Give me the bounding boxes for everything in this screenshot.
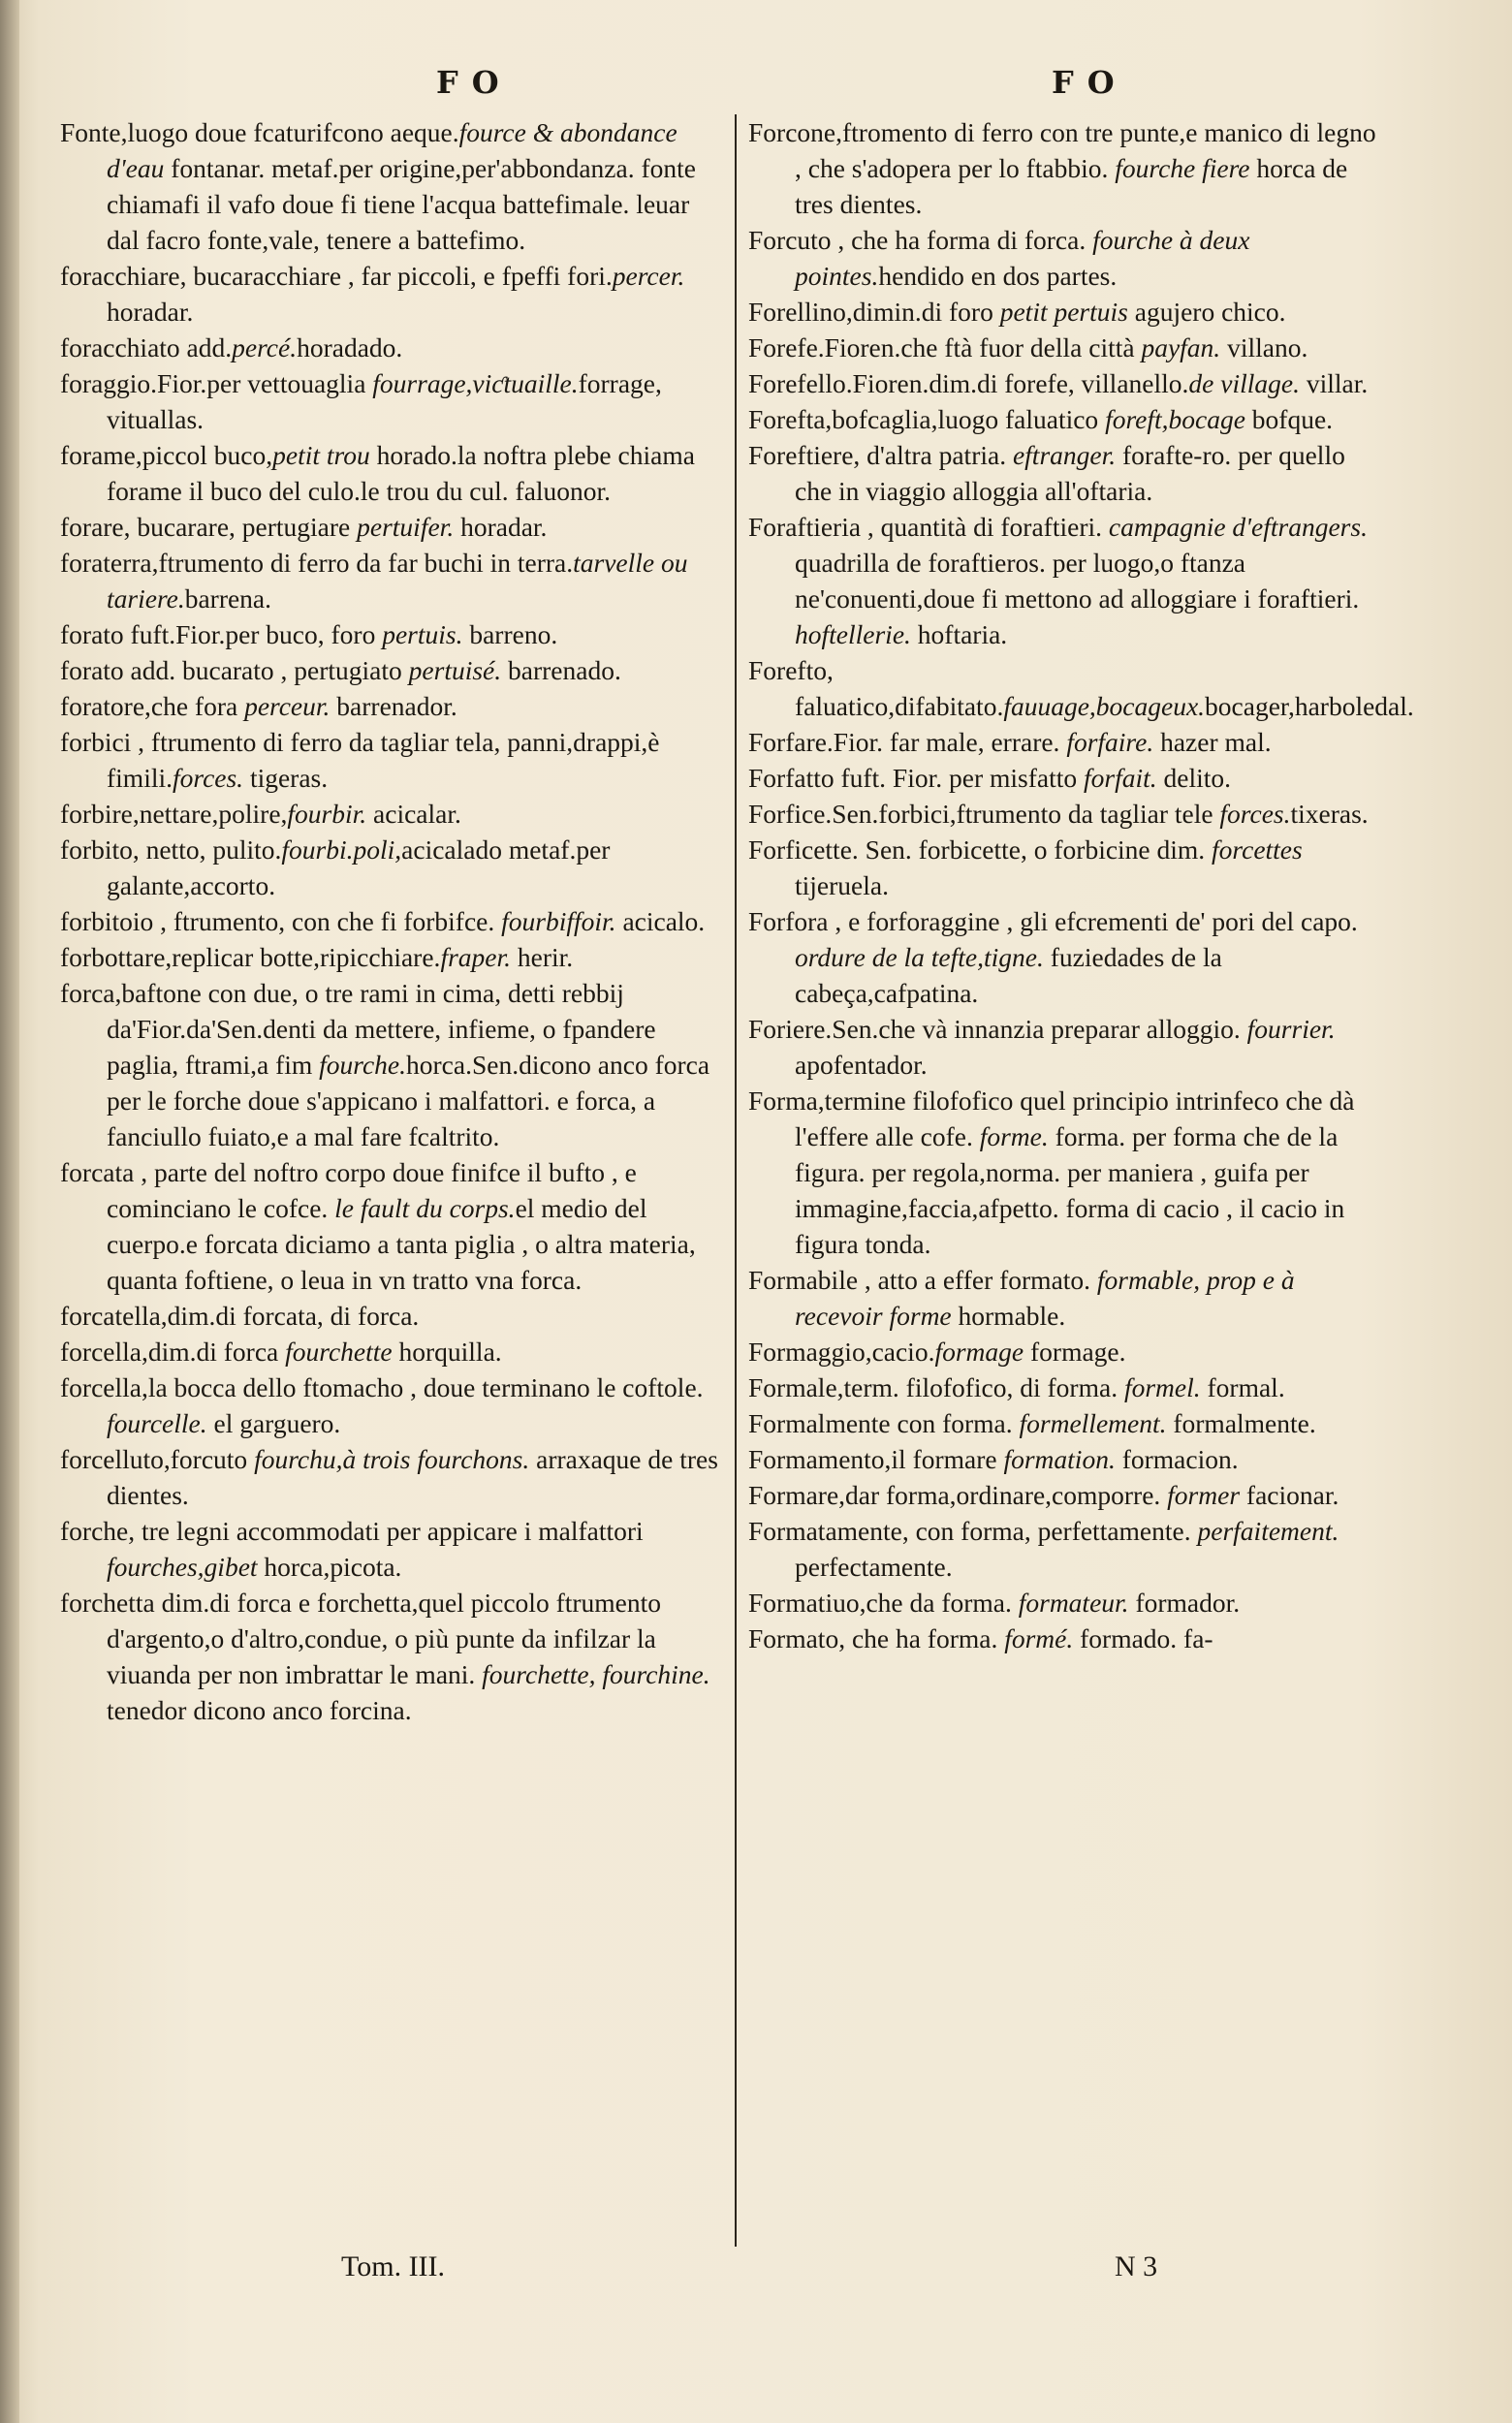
book-spine-shadow [0, 0, 19, 2423]
french-gloss: formel. [1123, 1372, 1201, 1402]
entry-text: formador. [1128, 1588, 1241, 1618]
entry-text: Forfora , e forforaggine , gli efcrementi de' pori del capo. [748, 906, 1358, 936]
entry-text: forcelluto,forcuto [60, 1444, 255, 1474]
entry-text: horado.la noftra plebe chiama forame il buco del culo.le trou du cul. faluonor. [107, 440, 695, 506]
french-gloss: de village. [1188, 368, 1300, 398]
entry-text: foracchiato add. [60, 332, 233, 362]
dictionary-entry [60, 330, 719, 365]
entry-text: barrena. [184, 583, 272, 614]
entry-text: Forefe.Fioren.che ftà fuor della città [748, 332, 1142, 362]
entry-text: tijeruela. [795, 870, 889, 900]
entry-text: forbire,nettare,polire, [60, 799, 288, 829]
entry-text: Formalmente con forma. [748, 1408, 1020, 1438]
entry-text: Forma,termine filofofico quel principio intrinfeco che dà l'effere alle cofe. [748, 1086, 1355, 1151]
french-gloss: fourbir. [287, 799, 367, 829]
entry-text: Foriere.Sen.che và innanzia preparar alloggio. [748, 1014, 1247, 1044]
dictionary-entry [60, 258, 719, 330]
dictionary-entry [60, 724, 719, 796]
entry-text: hendido en dos partes. [878, 261, 1118, 291]
french-gloss: forces. [173, 763, 244, 793]
dictionary-entry [748, 1477, 1378, 1513]
french-gloss: fourchette, fourchine. [482, 1659, 710, 1689]
entry-text: Formatiuo,che da forma. [748, 1588, 1019, 1618]
right-running-head: FO [1052, 64, 1128, 101]
dictionary-entry [748, 796, 1378, 832]
french-gloss: payfan. [1141, 332, 1221, 362]
french-gloss: tarvelle ou tariere. [107, 548, 688, 614]
dictionary-entry [60, 1513, 719, 1585]
entry-text: delito. [1156, 763, 1232, 793]
entry-text: forbottare,replicar botte,ripicchiare. [60, 942, 441, 972]
entry-text: fontanar. metaf.per origine,per'abbondanza. fonte chiamafi il vafo doue fi tiene l'acqua battefimale. leuar dal facro fonte,vale, tenere a battefimo. [107, 153, 696, 255]
entry-text: perfectamente. [795, 1552, 953, 1582]
entry-text: tixeras. [1290, 799, 1369, 829]
page-footer [0, 2250, 1512, 2293]
french-gloss: formé. [1004, 1623, 1074, 1653]
entry-text: agujero chico. [1127, 297, 1286, 327]
entry-text: forbici , ftrumento di ferro da tagliar tela, panni,drappi,è fimili. [60, 727, 660, 793]
french-gloss: pertuis. [382, 619, 463, 649]
french-gloss: eftranger. [1012, 440, 1117, 470]
dictionary-entry [748, 294, 1378, 330]
french-gloss: ordure de la tefte,tigne. [795, 942, 1044, 972]
entry-text: forato fuft.Fior.per buco, foro [60, 619, 383, 649]
french-gloss: pertuifer. [357, 512, 455, 542]
entry-text: tenedor dicono anco forcina. [107, 1695, 412, 1725]
dictionary-entry [60, 114, 719, 258]
entry-text: forare, bucarare, pertugiare [60, 512, 358, 542]
right-column [748, 114, 1414, 1656]
french-gloss: fource & abondance d'eau [107, 117, 677, 183]
entry-text: forcata , parte del noftro corpo doue finifce il bufto , e cominciano le cofce. [60, 1157, 637, 1223]
french-gloss: hoftellerie. [795, 619, 911, 649]
french-gloss: perceur. [244, 691, 331, 721]
french-gloss: fraper. [440, 942, 512, 972]
french-gloss: forfait. [1084, 763, 1157, 793]
entry-text: villar. [1299, 368, 1369, 398]
dictionary-entry [60, 1585, 719, 1728]
entry-text: forato add. bucarato , pertugiato [60, 655, 409, 685]
entry-text: Formamento,il formare [748, 1444, 1004, 1474]
french-gloss: fourbiffoir. [501, 906, 616, 936]
entry-text: el garguero. [206, 1408, 341, 1438]
left-running-head: FO [436, 64, 513, 101]
signature-mark: N 3 [1115, 2250, 1158, 2282]
entry-text: forbito, netto, pulito. [60, 834, 282, 865]
entry-text: Forfice.Sen.forbici,ftrumento da tagliar tele [748, 799, 1220, 829]
dictionary-entry [748, 903, 1378, 1011]
entry-text: forcella,la bocca dello ftomacho , doue terminano le coftole. [60, 1372, 704, 1402]
french-gloss: foreft,bocage [1105, 404, 1245, 434]
french-gloss: percé. [232, 332, 298, 362]
french-gloss: campagnie d'eftrangers. [1108, 512, 1368, 542]
entry-text: Foreftiere, d'altra patria. [748, 440, 1013, 470]
french-gloss: pertuisé. [408, 655, 502, 685]
entry-text: Forcone,ftromento di ferro con tre punte,e manico di legno , che s'adopera per lo ftabbio. [748, 117, 1376, 183]
french-gloss: fauuage,bocageux. [1003, 691, 1206, 721]
french-gloss: fourrage,viƈtuaille. [372, 368, 579, 398]
dictionary-entry [748, 1621, 1378, 1656]
dictionary-entry [748, 652, 1414, 724]
dictionary-entry [748, 1513, 1378, 1585]
entry-text: Formatamente, con forma, perfettamente. [748, 1516, 1198, 1546]
entry-text: forcella,dim.di forca [60, 1337, 286, 1367]
entry-text: forcatella,dim.di forcata, di forca. [60, 1301, 420, 1331]
running-headers [0, 64, 1512, 112]
entry-text: horca,picota. [257, 1552, 402, 1582]
entry-text: Forefta,bofcaglia,luogo faluatico [748, 404, 1106, 434]
entry-text: formalmente. [1166, 1408, 1316, 1438]
entry-text: Formare,dar forma,ordinare,comporre. [748, 1480, 1168, 1510]
entry-text: formal. [1200, 1372, 1285, 1402]
entry-text: Forfatto fuft. Fior. per misfatto [748, 763, 1084, 793]
french-gloss: percer. [612, 261, 685, 291]
french-gloss: fourche à deux pointes. [795, 225, 1250, 291]
dictionary-entry [748, 222, 1378, 294]
entry-text: formacion. [1115, 1444, 1239, 1474]
entry-text: acicalar. [366, 799, 461, 829]
entry-text: barreno. [462, 619, 558, 649]
french-gloss: petit trou [272, 440, 370, 470]
dictionary-entry [60, 688, 719, 724]
entry-text: Forefto, faluatico,difabitato. [748, 655, 1004, 721]
entry-text: forafte-ro. per quello che in viaggio alloggia all'oftaria. [795, 440, 1345, 506]
entry-text: forca,baftone con due, o tre rami in cima, detti rebbij da'Fior.da'Sen.denti da mettere, infieme, o fpandere paglia, ftrami,a fim [60, 978, 656, 1080]
entry-text: el medio del cuerpo.e forcata diciamo a tanta piglia , o altra materia, quanta foftiene, o leua in vn tratto vna forca. [107, 1193, 696, 1295]
dictionary-entry [748, 1262, 1378, 1334]
dictionary-entry [748, 114, 1378, 222]
entry-text: Forficette. Sen. forbicette, o forbicine dim. [748, 834, 1213, 865]
left-column [60, 114, 719, 1728]
entry-text: forma. per forma che de la figura. per regola,norma. per maniera , guifa per immagine,faccia,afpetto. forma di cacio , il cacio in figura tonda. [795, 1121, 1345, 1259]
french-gloss: fourche fiere [1115, 153, 1250, 183]
dictionary-entry [60, 1334, 719, 1369]
entry-text: formage. [1024, 1337, 1126, 1367]
french-gloss: forcettes [1212, 834, 1303, 865]
entry-text: Formato, che ha forma. [748, 1623, 1005, 1653]
dictionary-entry [748, 1405, 1378, 1441]
entry-text: facionar. [1240, 1480, 1339, 1510]
entry-text: arraxaque de tres dientes. [107, 1444, 718, 1510]
dictionary-entry [60, 1441, 719, 1513]
dictionary-entry [748, 1334, 1378, 1369]
entry-text: Formabile , atto a effer formato. [748, 1265, 1097, 1295]
french-gloss: formage [934, 1337, 1024, 1367]
dictionary-entry [60, 1298, 719, 1334]
column-divider [735, 114, 737, 2247]
french-gloss: petit pertuis [999, 297, 1128, 327]
french-gloss: forces. [1219, 799, 1291, 829]
dictionary-entry [748, 1441, 1378, 1477]
entry-text: Foraftieria , quantità di foraftieri. [748, 512, 1109, 542]
entry-text: Forfare.Fior. far male, errare. [748, 727, 1067, 757]
dictionary-entry [748, 760, 1378, 796]
entry-text: horadar. [454, 512, 548, 542]
french-gloss: fourchette [285, 1337, 393, 1367]
french-gloss: forfaire. [1066, 727, 1154, 757]
dictionary-entry [60, 832, 719, 903]
dictionary-entry [60, 1369, 719, 1441]
dictionary-entry [60, 652, 719, 688]
entry-text: bocager,harboledal. [1205, 691, 1414, 721]
entry-text: acicalado metaf.per galante,accorto. [107, 834, 611, 900]
entry-text: hormable. [951, 1301, 1066, 1331]
entry-text: horadar. [107, 297, 194, 327]
entry-text: forrage, vituallas. [107, 368, 662, 434]
dictionary-entry [60, 545, 719, 616]
entry-text: villano. [1220, 332, 1308, 362]
entry-text: fuziedades de la cabeça,cafpatina. [795, 942, 1222, 1008]
dictionary-entry [748, 832, 1378, 903]
entry-text: tigeras. [243, 763, 329, 793]
french-gloss: fourches,gibet [107, 1552, 258, 1582]
entry-text: apofentador. [795, 1050, 928, 1080]
french-gloss: fourrier. [1246, 1014, 1336, 1044]
entry-text: foraterra,ftrumento di ferro da far buchi in terra. [60, 548, 574, 578]
dictionary-entry [748, 1083, 1378, 1262]
dictionary-entry [60, 365, 719, 437]
entry-text: formado. fa- [1073, 1623, 1213, 1653]
dictionary-entry [748, 1585, 1378, 1621]
entry-text: acicalo. [615, 906, 706, 936]
volume-label: Tom. III. [341, 2250, 446, 2282]
dictionary-entry [60, 796, 719, 832]
entry-text: barrenado. [501, 655, 621, 685]
entry-text: forame,piccol buco, [60, 440, 273, 470]
entry-text: foratore,che fora [60, 691, 245, 721]
entry-text: horquilla. [392, 1337, 502, 1367]
entry-text: barrenador. [330, 691, 457, 721]
french-gloss: le fault du corps. [334, 1193, 516, 1223]
dictionary-entry [60, 903, 719, 939]
entry-text: bofque. [1244, 404, 1334, 434]
dictionary-entry [60, 939, 719, 975]
entry-text: horca de tres dientes. [795, 153, 1348, 219]
entry-text: quadrilla de foraftieros. per luogo,o ftanza ne'conuenti,doue fi mettono ad alloggiare i foraftieri. [795, 548, 1360, 614]
french-gloss: formable, prop e à recevoir forme [795, 1265, 1295, 1331]
entry-text: forbitoio , ftrumento, con che fi forbifce. [60, 906, 502, 936]
entry-text: Forcuto , che ha forma di forca. [748, 225, 1093, 255]
french-gloss: forme. [979, 1121, 1049, 1151]
french-gloss: fourcelle. [107, 1408, 207, 1438]
entry-text: horca.Sen.dicono anco forca per le forche doue s'appicano i malfattori. e forca, a fanciullo fuiato,e a mal fare fcaltrito. [107, 1050, 710, 1151]
french-gloss: fourbi.poli, [281, 834, 402, 865]
dictionary-entry [748, 509, 1378, 652]
french-gloss: formateur. [1018, 1588, 1129, 1618]
dictionary-entry [748, 365, 1378, 401]
dictionary-entry [60, 509, 719, 545]
french-gloss: fourche. [319, 1050, 407, 1080]
entry-text: Fonte,luogo doue fcaturifcono aeque. [60, 117, 459, 147]
french-gloss: formellement. [1019, 1408, 1167, 1438]
french-gloss: fourchu,à trois fourchons. [254, 1444, 530, 1474]
entry-text: Forellino,dimin.di foro [748, 297, 1000, 327]
dictionary-entry [748, 1011, 1378, 1083]
entry-text: horadado. [297, 332, 403, 362]
entry-text: Formale,term. filofofico, di forma. [748, 1372, 1124, 1402]
dictionary-entry [748, 437, 1378, 509]
entry-text: herir. [511, 942, 574, 972]
dictionary-entry [748, 724, 1378, 760]
entry-text: foracchiare, bucaracchiare , far piccoli, e fpeffi fori. [60, 261, 613, 291]
entry-text: Forefello.Fioren.dim.di forefe, villanello. [748, 368, 1189, 398]
dictionary-entry [748, 401, 1378, 437]
entry-text: forchetta dim.di forca e forchetta,quel piccolo ftrumento d'argento,o d'altro,condue, o più punte da infilzar la viuanda per non imbrattar le mani. [60, 1588, 662, 1689]
dictionary-entry [60, 1154, 719, 1298]
entry-text: hazer mal. [1153, 727, 1272, 757]
dictionary-entry [60, 975, 719, 1154]
entry-text: foraggio.Fior.per vettouaglia [60, 368, 373, 398]
dictionary-entry [60, 437, 719, 509]
dictionary-entry [60, 616, 719, 652]
french-gloss: formation. [1003, 1444, 1116, 1474]
entry-text: Formaggio,cacio. [748, 1337, 935, 1367]
french-gloss: perfaitement. [1197, 1516, 1339, 1546]
french-gloss: former [1167, 1480, 1241, 1510]
dictionary-entry [748, 330, 1378, 365]
dictionary-entry [748, 1369, 1378, 1405]
entry-text: forche, tre legni accommodati per appicare i malfattori [60, 1516, 644, 1546]
entry-text: hoftaria. [910, 619, 1008, 649]
